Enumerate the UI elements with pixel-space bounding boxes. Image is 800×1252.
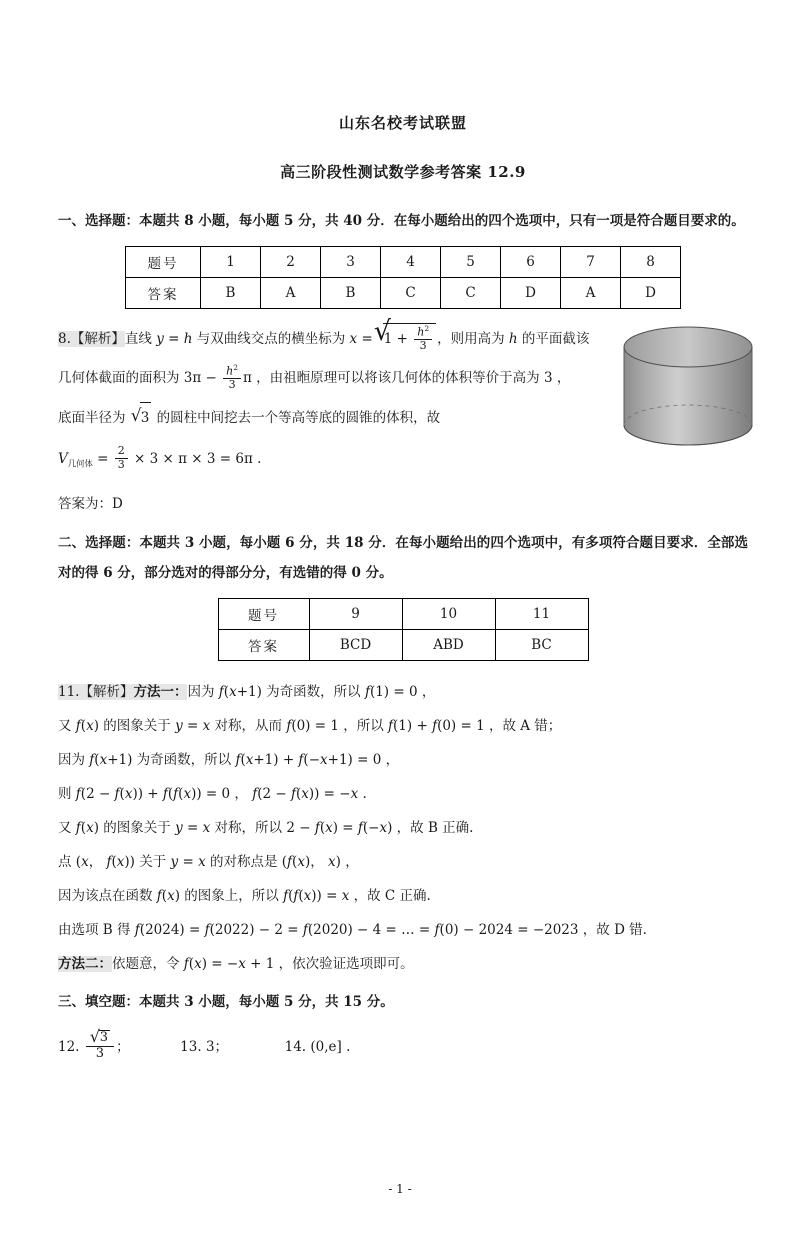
- table-header-number: 题号: [126, 247, 201, 278]
- table-cell: 10: [402, 598, 495, 629]
- fill-item-value: (0,e]: [310, 1038, 342, 1055]
- solution-8-line-4: $V_{几何体}$ = $\frac{2}{3}$ × 3 × π × 3 = 6π .: [58, 444, 262, 471]
- table-row: [126, 278, 681, 309]
- fill-item-sep: ；: [116, 1038, 130, 1055]
- table-cell: BC: [495, 629, 588, 660]
- table-cell: 4: [381, 247, 441, 278]
- solution-11-method-2: 方法二：依题意，令 f(x) = −x + 1 ，依次验证选项即可。: [58, 955, 414, 972]
- fill-item-sep: ；: [214, 1038, 229, 1055]
- table-cell: A: [261, 278, 321, 309]
- page-number: - 1 -: [388, 1182, 412, 1196]
- fill-item-12: 12. √ $\frac{3}{3}$ ；: [58, 1039, 134, 1055]
- solution-8: [58, 323, 748, 520]
- table-cell: D: [501, 278, 561, 309]
- table-cell: 3: [321, 247, 381, 278]
- solution-11-line-4: 则 f(2 − f(x)) + f(f(x)) = 0 ， f(2 − f(x)) = −x .: [58, 785, 367, 802]
- solution-8-line-1: 8.【解析】直线 y = h 与双曲线交点的横坐标为 x = √ 1 + $\frac{h^2}{3}$ ，则用高为 h 的平面截该: [58, 323, 618, 355]
- page-subtitle: 高三阶段性测试数学参考答案 12.9: [280, 163, 526, 181]
- page-title: 山东名校考试联盟: [338, 114, 467, 132]
- fill-item-number: 14.: [284, 1038, 307, 1055]
- table-cell: 1: [201, 247, 261, 278]
- section-2-heading: 二、选择题：本题共 3 小题，每小题 6 分，共 18 分．在每小题给出的四个选项中，有多项符合题目要求．全部选对的得 6 分，部分选对的得部分分，有选错的得 0 分。: [58, 534, 748, 581]
- table-cell: A: [561, 278, 621, 309]
- answer-table-2-wrap: [58, 598, 748, 661]
- table-cell: 8: [621, 247, 681, 278]
- solution-11-line-5: 又 f(x) 的图象关于 y = x 对称，所以 2 − f(x) = f(−x) ，故 B 正确.: [58, 819, 474, 836]
- table-header-answer: 答案: [218, 629, 309, 660]
- solution-11: [58, 675, 748, 981]
- section-1-heading: 一、选择题：本题共 8 小题，每小题 5 分，共 40 分．在每小题给出的四个选项中，只有一项是符合题目要求的。: [58, 213, 745, 229]
- solution-8-tag: 8.【解析】: [58, 331, 125, 347]
- table-cell: 9: [309, 598, 402, 629]
- fill-in-answers: [58, 1025, 748, 1069]
- fill-item-number: 12.: [58, 1038, 80, 1055]
- answer-table-2: [218, 598, 589, 661]
- solution-11-line-8: 由选项 B 得 f(2024) = f(2022) − 2 = f(2020) − 4 = … = f(0) − 2024 = −2023 ，故 D 错.: [58, 921, 647, 938]
- solution-8-line-2: 几何体截面的面积为 3π − $\frac{h^2}{3}$ π ，由祖暅原理可以将该几何体的体积等价于高为 3 ，: [58, 362, 571, 391]
- solution-11-method-2-label: 方法二：: [58, 955, 112, 972]
- table-cell: 7: [561, 247, 621, 278]
- cylinder-diagram: [620, 325, 756, 455]
- solution-11-line-2: 又 f(x) 的图象关于 y = x 对称，从而 f(0) = 1 ，所以 f(1) + f(0) = 1 ，故 A 错；: [58, 717, 562, 734]
- solution-8-answer: 答案为：D: [58, 495, 123, 512]
- table-row: [218, 629, 588, 660]
- table-cell: 11: [495, 598, 588, 629]
- solution-11-line-6: 点 (x， f(x)) 关于 y = x 的对称点是 (f(x)， x) ，: [58, 853, 359, 870]
- table-cell: ABD: [402, 629, 495, 660]
- table-cell: 6: [501, 247, 561, 278]
- fill-item-number: 13.: [180, 1038, 202, 1055]
- fill-item-13: [180, 1039, 232, 1055]
- solution-11-line-3: 因为 f(x+1) 为奇函数，所以 f(x+1) + f(−x+1) = 0 ，: [58, 751, 400, 768]
- table-header-answer: 答案: [126, 278, 201, 309]
- solution-11-line-7: 因为该点在函数 f(x) 的图象上，所以 f(f(x)) = x ，故 C 正确.: [58, 887, 431, 904]
- solution-8-line-3: 底面半径为 √ 3 的圆柱中间挖去一个等高等底的圆锥的体积，故: [58, 402, 618, 434]
- table-cell: BCD: [309, 629, 402, 660]
- table-cell: B: [201, 278, 261, 309]
- table-cell: D: [621, 278, 681, 309]
- answer-table-1: [125, 246, 681, 309]
- table-row: [126, 247, 681, 278]
- table-cell: C: [441, 278, 501, 309]
- table-header-number: 题号: [218, 598, 309, 629]
- solution-11-method-1-label: 方法一：: [133, 683, 188, 700]
- fill-item-14: [285, 1039, 351, 1055]
- section-3-heading: 三、填空题：本题共 3 小题，每小题 5 分，共 15 分。: [58, 993, 394, 1010]
- table-cell: C: [381, 278, 441, 309]
- table-cell: B: [321, 278, 381, 309]
- fill-item-value: 3: [205, 1038, 215, 1055]
- document-content: [58, 112, 748, 1069]
- table-row: [218, 598, 588, 629]
- answer-table-1-wrap: [58, 246, 748, 309]
- table-cell: 2: [261, 247, 321, 278]
- solution-11-tag: 11.【解析】: [58, 683, 134, 700]
- table-cell: 5: [441, 247, 501, 278]
- solution-11-line-1: 11.【解析】方法一：因为 f(x+1) 为奇函数，所以 f(1) = 0 ，: [58, 683, 436, 700]
- fill-item-sep: .: [346, 1038, 351, 1055]
